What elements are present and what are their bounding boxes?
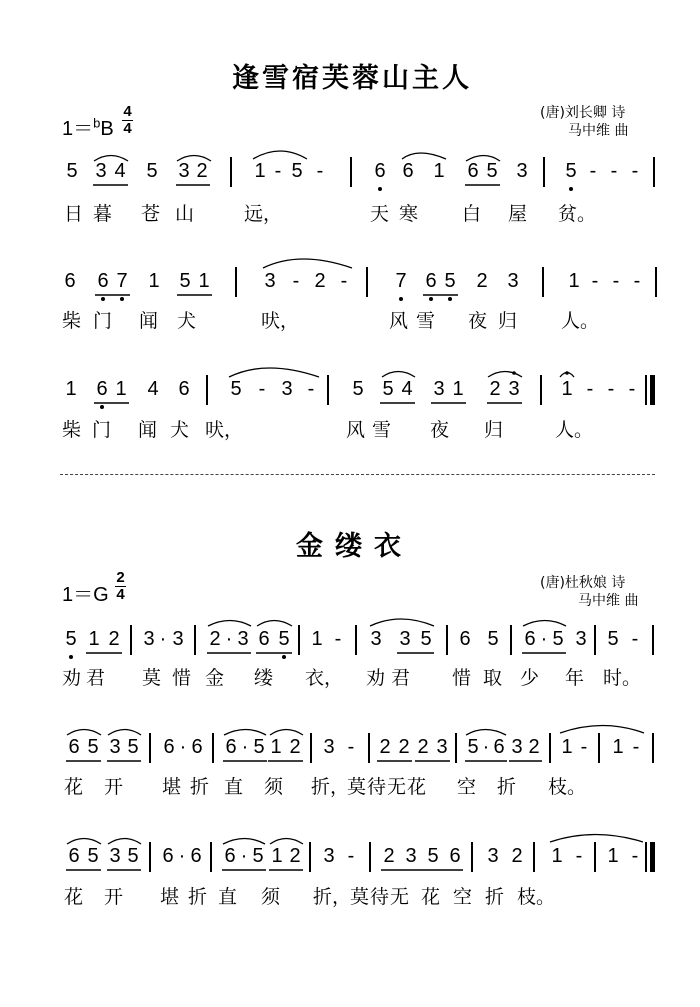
lyric: 花	[407, 776, 427, 798]
note: 3	[143, 628, 155, 650]
note: 3	[178, 160, 190, 182]
lyric: 君	[86, 667, 106, 689]
slur	[223, 839, 265, 845]
lyric: 吠，	[261, 310, 300, 332]
note: 5	[230, 378, 242, 400]
note: -	[307, 378, 315, 400]
note: 6	[190, 845, 202, 867]
lyric: 开	[104, 776, 124, 798]
lyric: 空	[457, 776, 477, 798]
slur	[402, 153, 446, 159]
note: 5	[87, 736, 99, 758]
song2-time-signature: 2 4	[116, 569, 125, 603]
song2-composer-credit: 马中维 曲	[578, 593, 639, 609]
slur	[208, 621, 251, 627]
note: -	[316, 160, 324, 182]
note: 3	[264, 270, 276, 292]
lyric: 莫	[347, 776, 367, 798]
slur	[270, 839, 303, 845]
note: 6	[68, 845, 80, 867]
lyric: 人。	[561, 310, 600, 332]
note: -	[292, 270, 300, 292]
lyric: 直	[218, 886, 238, 908]
lyric: 空	[453, 886, 473, 908]
note: 5	[467, 736, 479, 758]
note: 3	[323, 736, 335, 758]
note: 2	[196, 160, 208, 182]
lyric: 衣，	[305, 667, 344, 689]
note: 1	[115, 378, 127, 400]
song2-title: 金缕衣	[296, 531, 413, 562]
note: 7	[393, 270, 409, 292]
note: 5	[427, 845, 439, 867]
lyric: 花	[64, 886, 84, 908]
song1-title: 逢雪宿芙蓉山主人	[232, 63, 472, 94]
song1-key-signature: 1＝$^b$B	[62, 115, 114, 140]
lyric: 人。	[555, 419, 594, 441]
note: 2	[108, 628, 120, 650]
note: -	[612, 270, 620, 292]
note: ·	[179, 736, 187, 758]
lyric: 取	[483, 667, 503, 689]
note: 5	[487, 628, 499, 650]
note: 4	[401, 378, 413, 400]
note: -	[607, 378, 615, 400]
note: 3	[323, 845, 335, 867]
lyric: 吠，	[205, 419, 244, 441]
slur	[108, 730, 141, 736]
lyric: 折	[190, 776, 210, 798]
lyric: 待	[370, 886, 390, 908]
note: 1	[88, 628, 100, 650]
note: 6	[225, 736, 237, 758]
lyric: 无	[387, 776, 407, 798]
note: 6	[95, 270, 111, 292]
lyric: 少	[520, 667, 540, 689]
note: 5	[63, 628, 79, 650]
lyric: 贫。	[558, 203, 597, 225]
lyric: 缕	[254, 667, 274, 689]
lyric: 须	[264, 776, 284, 798]
song1-composer-credit: 马中维 曲	[568, 123, 629, 139]
note: 6	[191, 736, 203, 758]
note: ·	[240, 845, 248, 867]
note: -	[340, 270, 348, 292]
note: 3	[109, 845, 121, 867]
note: 2	[289, 736, 301, 758]
lyric: 归	[498, 310, 518, 332]
note: 4	[147, 378, 159, 400]
note: 5	[352, 378, 364, 400]
slur	[382, 372, 415, 378]
note: 6	[402, 160, 414, 182]
note: 2	[379, 736, 391, 758]
slur	[550, 835, 643, 843]
lyric: 劝	[62, 667, 82, 689]
lyric: 君	[391, 667, 411, 689]
note: -	[591, 270, 599, 292]
lyric: 白	[462, 203, 482, 225]
slur	[466, 730, 506, 736]
slur	[224, 730, 266, 736]
slur	[253, 151, 307, 159]
note: 2	[383, 845, 395, 867]
note: 5	[146, 160, 158, 182]
slur	[94, 156, 128, 162]
note: 3	[436, 736, 448, 758]
slur	[257, 621, 292, 627]
note: ·	[241, 736, 249, 758]
note: 2	[511, 845, 523, 867]
lyric: 开	[104, 886, 124, 908]
note: 3	[370, 628, 382, 650]
lyric: 远，	[244, 203, 283, 225]
note: 5	[607, 628, 619, 650]
lyric: 折	[497, 776, 517, 798]
lyric: 折，	[313, 886, 352, 908]
note: 3	[109, 736, 121, 758]
note: 5	[442, 270, 458, 292]
song2-key-signature: 1＝G	[62, 584, 109, 606]
note: 2	[209, 628, 221, 650]
lyric: 直	[224, 776, 244, 798]
lyric: 苍	[141, 203, 161, 225]
note: 7	[114, 270, 130, 292]
lyric: 堪	[162, 776, 182, 798]
note: ·	[159, 628, 167, 650]
lyric: 归	[484, 419, 504, 441]
lyric: 莫	[350, 886, 370, 908]
note: 2	[528, 736, 540, 758]
slur	[108, 839, 141, 845]
note: 1	[270, 736, 282, 758]
note: 1	[561, 378, 573, 400]
note: 5	[563, 160, 579, 182]
note: 6	[224, 845, 236, 867]
note: 1	[612, 736, 624, 758]
lyric: 闻	[138, 419, 158, 441]
lyric: 劝	[366, 667, 386, 689]
note: 5	[291, 160, 303, 182]
slur	[270, 730, 303, 736]
note: 1	[568, 270, 580, 292]
lyric: 门	[93, 310, 113, 332]
slur	[370, 619, 434, 626]
lyric: 枝。	[548, 776, 587, 798]
slur	[488, 372, 522, 378]
note: 2	[289, 845, 301, 867]
note: -	[258, 378, 266, 400]
note: 3	[95, 160, 107, 182]
note: 3	[516, 160, 528, 182]
note: 5	[127, 736, 139, 758]
note: 5	[127, 845, 139, 867]
note: 3	[487, 845, 499, 867]
note: -	[274, 160, 282, 182]
note: 1	[254, 160, 266, 182]
lyric: 花	[64, 776, 84, 798]
octave-dot	[565, 371, 569, 375]
lyric: 金	[205, 667, 225, 689]
lyric: 惜	[452, 667, 472, 689]
lyric: 暮	[93, 203, 113, 225]
note: -	[586, 378, 594, 400]
lyric: 柴	[62, 310, 82, 332]
note: -	[632, 736, 640, 758]
note: 5	[66, 160, 78, 182]
note: 5	[252, 845, 264, 867]
note: 6	[64, 270, 76, 292]
lyric: 折	[485, 886, 505, 908]
note: 1	[607, 845, 619, 867]
note: -	[610, 160, 618, 182]
note: 1	[198, 270, 210, 292]
note: 6	[258, 628, 270, 650]
note: 6	[467, 160, 479, 182]
note: 5	[253, 736, 265, 758]
note: 6	[178, 378, 190, 400]
note: 2	[417, 736, 429, 758]
note: 1	[148, 270, 160, 292]
note: 4	[114, 160, 126, 182]
lyric: 风	[389, 310, 409, 332]
note: 6	[94, 378, 110, 400]
note: 1	[271, 845, 283, 867]
note: 6	[162, 845, 174, 867]
note: 6	[524, 628, 536, 650]
lyric: 风	[346, 419, 366, 441]
song2-poet-credit: (唐)杜秋娘 诗	[540, 575, 626, 591]
lyric: 惜	[172, 667, 192, 689]
lyric: 无	[390, 886, 410, 908]
lyric: 日	[64, 203, 84, 225]
note: -	[334, 628, 342, 650]
lyric: 花	[421, 886, 441, 908]
lyric: 折	[188, 886, 208, 908]
note: 2	[476, 270, 488, 292]
song1-time-signature: 4 4	[123, 103, 132, 137]
note: 6	[459, 628, 471, 650]
note: 1	[311, 628, 323, 650]
note: 6	[68, 736, 80, 758]
note: -	[580, 736, 588, 758]
note: 2	[489, 378, 501, 400]
note: 3	[511, 736, 523, 758]
note: 3	[405, 845, 417, 867]
note: 5	[420, 628, 432, 650]
note: 3	[172, 628, 184, 650]
lyric: 年	[565, 667, 585, 689]
slur	[560, 726, 644, 734]
note: 1	[452, 378, 464, 400]
slur	[67, 839, 101, 845]
note: 1	[433, 160, 445, 182]
slur	[466, 156, 500, 162]
note: 6	[372, 160, 388, 182]
note: 3	[237, 628, 249, 650]
lyric: 待	[367, 776, 387, 798]
note: -	[631, 845, 639, 867]
lyric: 犬	[177, 310, 197, 332]
note: 1	[551, 845, 563, 867]
slur	[67, 730, 101, 736]
note: 3	[433, 378, 445, 400]
lyric: 时。	[603, 667, 642, 689]
lyric: 莫	[142, 667, 162, 689]
lyric: 折，	[311, 776, 350, 798]
note: 1	[561, 736, 573, 758]
note: -	[347, 736, 355, 758]
lyric: 雪	[372, 419, 392, 441]
lyric: 雪	[416, 310, 436, 332]
note: 3	[281, 378, 293, 400]
note: 6	[493, 736, 505, 758]
lyric: 山	[175, 203, 195, 225]
note: 5	[382, 378, 394, 400]
note: ·	[540, 628, 548, 650]
slur	[177, 156, 211, 162]
song1-poet-credit: (唐)刘长卿 诗	[540, 105, 626, 121]
note: 6	[423, 270, 439, 292]
lyric: 夜	[468, 310, 488, 332]
note: -	[633, 270, 641, 292]
octave-dot	[512, 371, 516, 375]
note: -	[575, 845, 583, 867]
note: 6	[449, 845, 461, 867]
note: 5	[179, 270, 191, 292]
note: 2	[398, 736, 410, 758]
lyric: 须	[261, 886, 281, 908]
lyric: 犬	[170, 419, 190, 441]
lyric: 寒	[399, 203, 419, 225]
note: 2	[314, 270, 326, 292]
note: -	[631, 160, 639, 182]
lyric: 夜	[430, 419, 450, 441]
note: 5	[486, 160, 498, 182]
note: 1	[65, 378, 77, 400]
note: ·	[225, 628, 233, 650]
note: 5	[276, 628, 292, 650]
note: 5	[552, 628, 564, 650]
lyric: 柴	[62, 419, 82, 441]
note: 5	[87, 845, 99, 867]
slur	[523, 621, 566, 627]
note: 3	[508, 378, 520, 400]
lyric: 门	[92, 419, 112, 441]
lyric: 屋	[508, 203, 528, 225]
lyric: 闻	[139, 310, 159, 332]
note: -	[589, 160, 597, 182]
note: 6	[163, 736, 175, 758]
slur	[263, 259, 352, 268]
note: -	[628, 378, 636, 400]
lyric: 堪	[160, 886, 180, 908]
note: ·	[178, 845, 186, 867]
lyric: 天	[370, 203, 390, 225]
note: 3	[399, 628, 411, 650]
note: ·	[482, 736, 490, 758]
note: 3	[575, 628, 587, 650]
note: -	[631, 628, 639, 650]
note: 3	[507, 270, 519, 292]
slur	[229, 368, 319, 377]
note: -	[347, 845, 355, 867]
lyric: 枝。	[517, 886, 556, 908]
